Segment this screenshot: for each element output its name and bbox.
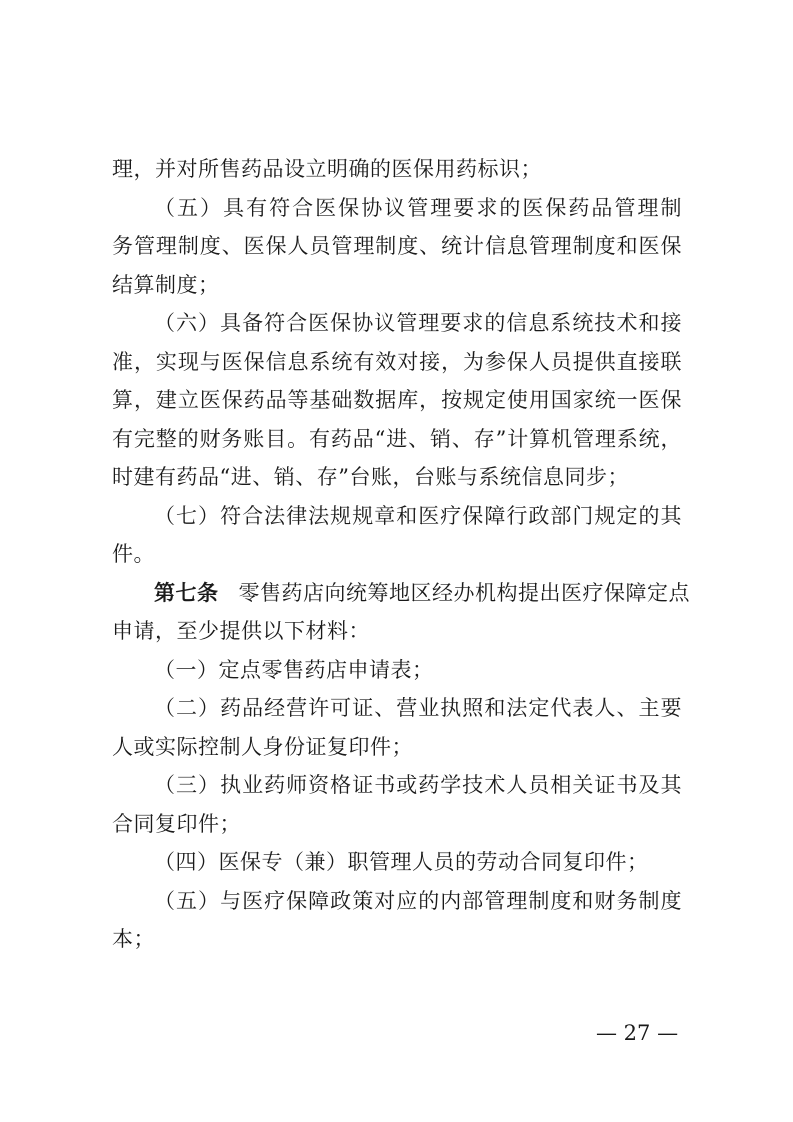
text-line: 本； [112,927,155,951]
text-line: 人或实际控制人身份证复印件； [112,734,413,759]
article-label: 第七条 [154,580,219,605]
article-seven-line [112,574,690,613]
text-line: 合同复印件； [112,811,241,836]
text-line: （五）与医疗保障政策对应的内部管理制度和财务制度 [154,888,682,913]
text-line: 有完整的财务账目。有药品“进、销、存”计算机管理系统， [112,426,682,451]
text-line: （六）具备符合医保协议管理要求的信息系统技术和接 [154,311,682,335]
text-line: （二）药品经营许可证、营业执照和法定代表人、主要 [154,696,682,720]
text-line: 件。 [112,542,155,566]
text-line: （七）符合法律法规规章和医疗保障行政部门规定的其 [154,503,682,528]
text-line: 理，并对所售药品设立明确的医保用药标识； [112,157,542,181]
text-line: （三）执业药师资格证书或药学技术人员相关证书及其 [154,773,682,797]
text-line: 结算制度； [112,272,220,297]
text-line: 申请，至少提供以下材料： [112,619,370,643]
article-text: 零售药店向统筹地区经办机构提出医疗保障定点 [238,580,690,605]
text-line: （五）具有符合医保协议管理要求的医保药品管理制 [154,195,682,220]
text-line: （四）医保专（兼）职管理人员的劳动合同复印件； [154,850,649,874]
page-number: — 27 — [596,1021,679,1045]
text-line: （一）定点零售药店申请表； [154,657,434,682]
text-line: 时建有药品“进、销、存”台账，台账与系统信息同步； [112,465,629,489]
text-line: 务管理制度、医保人员管理制度、统计信息管理制度和医保 [112,234,682,258]
text-line: 准，实现与医保信息系统有效对接，为参保人员提供直接联 [112,349,682,374]
text-line: 算，建立医保药品等基础数据库，按规定使用国家统一医保 [112,388,682,412]
body-text [112,150,690,959]
